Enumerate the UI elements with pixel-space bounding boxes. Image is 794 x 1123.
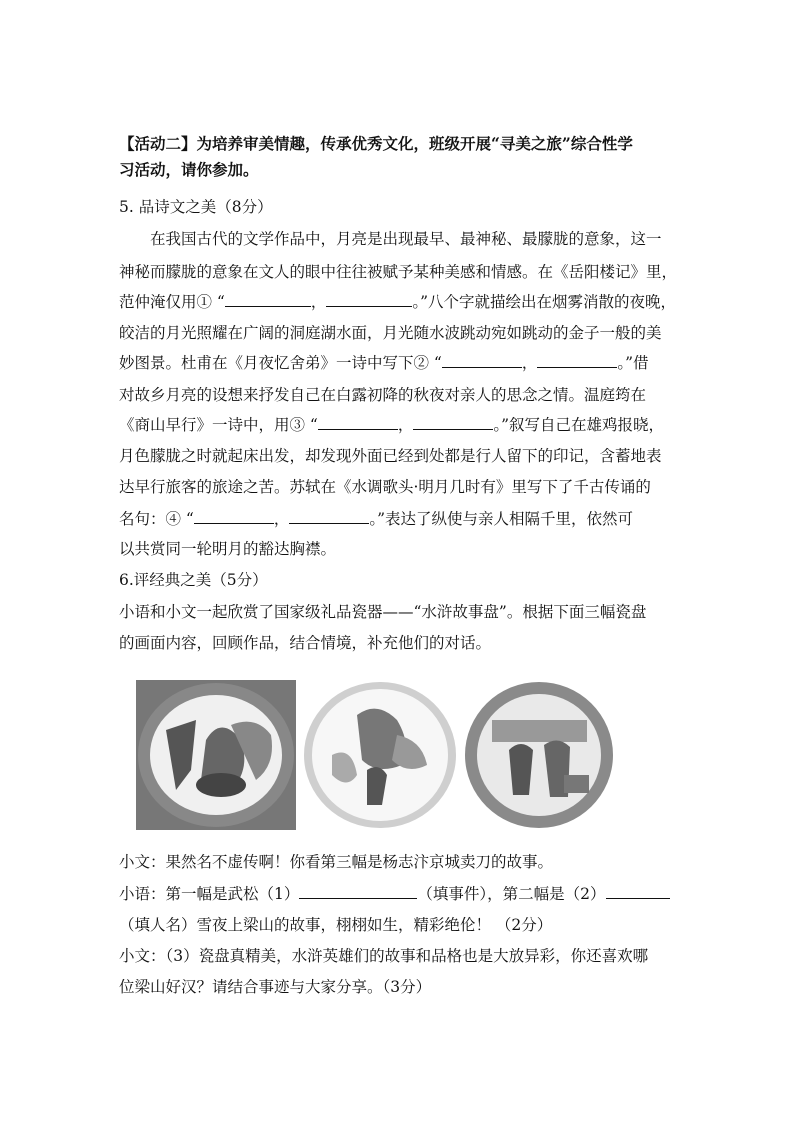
q5-line-7a: 《商山早行》一诗中，用③ “ (119, 416, 318, 434)
activity-title-cont: 习活动，请你参加。 (119, 160, 259, 179)
answer-blank-3b[interactable] (413, 415, 493, 430)
dialogue-line-2b: （填事件），第二幅是（2） (417, 885, 606, 903)
porcelain-plates (136, 680, 676, 830)
q5-line-5 (119, 353, 649, 373)
answer-blank-2b[interactable] (537, 353, 617, 368)
dialogue-line-1: 小文：果然名不虚传啊！你看第三幅是杨志汴京城卖刀的故事。 (119, 853, 554, 871)
answer-blank-3a[interactable] (318, 415, 398, 430)
dialogue-line-2 (119, 884, 670, 904)
q5-line-9: 达早行旅客的旅途之苦。苏轼在《水调歌头·明月几时有》里写下了千古传诵的 (119, 478, 651, 496)
q5-line-7c: 。”叙写自己在雄鸡报晓， (493, 416, 665, 434)
q5-line-1: 在我国古代的文学作品中，月亮是出现最早、最神秘、最朦胧的意象，这一 (150, 230, 662, 248)
answer-blank-event[interactable] (299, 884, 417, 899)
q5-line-7 (119, 415, 664, 435)
answer-blank-2a[interactable] (442, 353, 522, 368)
q5-line-4: 皎洁的月光照耀在广阔的洞庭湖水面，月光随水波跳动宛如跳动的金子一般的美 (119, 324, 662, 342)
q6-line-1: 小语和小文一起欣赏了国家级礼品瓷器——“水浒故事盘”。根据下面三幅瓷盘 (119, 603, 647, 621)
q6-line-2: 的画面内容，回顾作品，结合情境，补充他们的对话。 (119, 634, 492, 652)
q5-line-11: 以共赏同一轮明月的豁达胸襟。 (119, 540, 337, 558)
q5-line-10a: 名句：④ “ (119, 510, 194, 528)
q5-line-5c: 。”借 (617, 354, 649, 372)
q5-line-10c: 。”表达了纵使与亲人相隔千里，依然可 (369, 510, 634, 528)
answer-blank-4b[interactable] (289, 509, 369, 524)
q5-line-3c: 。”八个字就描绘出在烟雾消散的夜晚， (412, 293, 677, 311)
q5-line-3a: 范仲淹仅用① “ (119, 293, 225, 311)
q5-line-5b: ， (521, 354, 538, 372)
answer-blank-name[interactable] (606, 884, 670, 899)
answer-blank-1a[interactable] (225, 292, 311, 307)
porcelain-plate-wusong-icon (136, 680, 296, 830)
q5-heading: 5. 品诗文之美（8分） (119, 198, 273, 216)
dialogue-line-4: 小文：（3）瓷盘真精美，水浒英雄们的故事和品格也是大放异彩，你还喜欢哪 (119, 947, 649, 965)
q5-line-7b: ， (397, 416, 414, 434)
q5-line-3b: ， (310, 293, 327, 311)
answer-blank-4a[interactable] (194, 509, 274, 524)
q5-line-6: 对故乡月亮的设想来抒发自己在白露初降的秋夜对亲人的思念之情。温庭筠在 (119, 386, 647, 404)
q5-line-10b: ， (273, 510, 290, 528)
activity-title: 【活动二】为培养审美情趣，传承优秀文化，班级开展“寻美之旅”综合性学 (119, 134, 633, 153)
porcelain-plate-snow-night-icon (302, 680, 458, 830)
porcelain-plate-yangzhi-icon (464, 680, 614, 830)
q5-line-2: 神秘而朦胧的意象在文人的眼中往往被赋予某种美感和情感。在《岳阳楼记》里， (119, 263, 678, 281)
q5-line-3 (119, 292, 676, 312)
q5-line-8: 月色朦胧之时就起床出发，却发现外面已经到处都是行人留下的印记，含蓄地表 (119, 447, 662, 465)
q6-heading: 6.评经典之美（5分） (119, 571, 268, 589)
answer-blank-1b[interactable] (326, 292, 412, 307)
q5-line-5a: 妙图景。杜甫在《月夜忆舍弟》一诗中写下② “ (119, 354, 442, 372)
dialogue-line-2a: 小语：第一幅是武松（1） (119, 885, 300, 903)
q5-line-10 (119, 509, 633, 529)
dialogue-line-5: 位梁山好汉？请结合事迹与大家分享。（3分） (119, 978, 432, 996)
dialogue-line-3: （填人名）雪夜上梁山的故事，栩栩如生，精彩绝伦！ （2分） (119, 916, 553, 934)
